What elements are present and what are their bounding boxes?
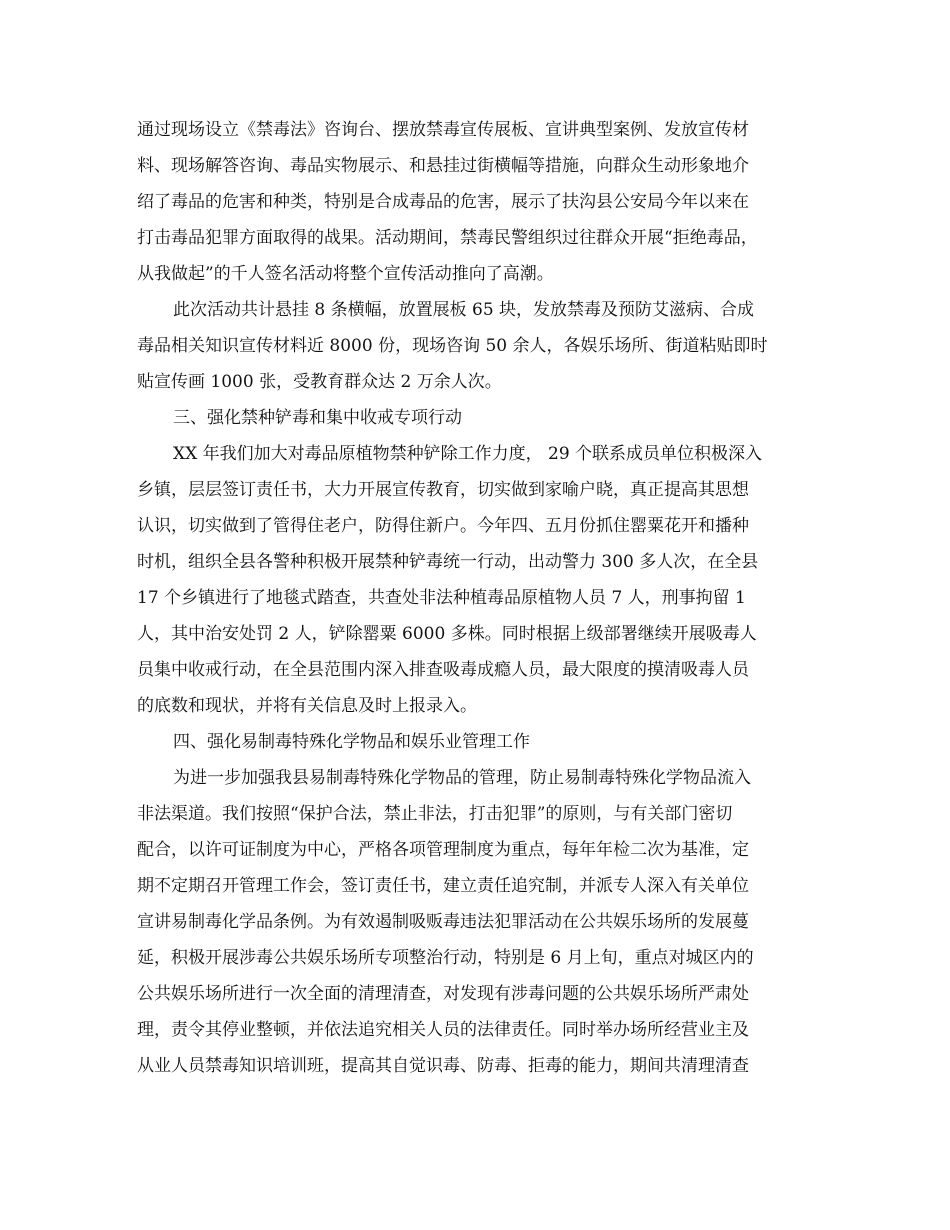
document-body <box>137 112 817 1084</box>
text-line: 绍了毒品的危害和种类，特别是合成毒品的危害，展示了扶沟县公安局今年以来在 <box>137 192 749 212</box>
text-line: 期不定期召开管理工作会，签订责任书，建立责任追究制，并派专人深入有关单位 <box>137 876 749 896</box>
text-line: 非法渠道。我们按照“保护合法，禁止非法，打击犯罪”的原则，与有关部门密切 <box>137 804 733 824</box>
text-line: 的底数和现状，并将有关信息及时上报录入。 <box>137 696 477 716</box>
text-line: 认识，切实做到了管得住老户，防得住新户。今年四、五月份抓住罂粟花开和播种 <box>137 516 749 536</box>
text-line: 为进一步加强我县易制毒特殊化学物品的管理，防止易制毒特殊化学物品流入 <box>173 768 751 788</box>
text-line: 乡镇，层层签订责任书，大力开展宣传教育，切实做到家喻户晓，真正提高其思想 <box>137 480 749 500</box>
text-line: 延，积极开展涉毒公共娱乐场所专项整治行动，特别是 6 月上旬，重点对城区内的 <box>137 948 754 968</box>
text-line: 从业人员禁毒知识培训班，提高其自觉识毒、防毒、拒毒的能力，期间共清理清查 <box>137 1056 749 1076</box>
text-line: 17 个乡镇进行了地毯式踏查，共查处非法种植毒品原植物人员 7 人，刑事拘留 1 <box>137 588 746 608</box>
text-line: 从我做起”的千人签名活动将整个宣传活动推向了高潮。 <box>137 264 554 284</box>
text-line: 宣讲易制毒化学品条例。为有效遏制吸贩毒违法犯罪活动在公共娱乐场所的发展蔓 <box>137 912 749 932</box>
text-line: 打击毒品犯罪方面取得的战果。活动期间，禁毒民警组织过往群众开展“拒绝毒品， <box>137 228 758 248</box>
text-line: 贴宣传画 1000 张，受教育群众达 2 万余人次。 <box>137 372 502 392</box>
text-line: 料、现场解答咨询、毒品实物展示、和悬挂过街横幅等措施，向群众生动形象地介 <box>137 156 749 176</box>
text-line: 此次活动共计悬挂 8 条横幅，放置展板 65 块，发放禁毒及预防艾滋病、合成 <box>173 300 755 320</box>
text-line: 理，责令其停业整顿，并依法追究相关人员的法律责任。同时举办场所经营业主及 <box>137 1020 749 1040</box>
text-line: 时机，组织全县各警种积极开展禁种铲毒统一行动，出动警力 300 多人次，在全县 <box>137 552 759 572</box>
text-line: 毒品相关知识宣传材料近 8000 份，现场咨询 50 余人，各娱乐场所、街道粘贴即时 <box>137 336 768 356</box>
text-line: 配合，以许可证制度为中心，严格各项管理制度为重点，每年年检二次为基准，定 <box>137 840 749 860</box>
text-line: 四、强化易制毒特殊化学物品和娱乐业管理工作 <box>173 732 530 752</box>
text-line: 三、强化禁种铲毒和集中收戒专项行动 <box>173 408 462 428</box>
text-line: 员集中收戒行动，在全县范围内深入排查吸毒成瘾人员，最大限度的摸清吸毒人员 <box>137 660 749 680</box>
text-line: 通过现场设立《禁毒法》咨询台、摆放禁毒宣传展板、宣讲典型案例、发放宣传材 <box>137 120 749 140</box>
text-line: 人，其中治安处罚 2 人，铲除罂粟 6000 多株。同时根据上级部署继续开展吸毒人 <box>137 624 757 644</box>
text-line: XX 年我们加大对毒品原植物禁种铲除工作力度， 29 个联系成员单位积极深入 <box>173 444 763 464</box>
text-line: 公共娱乐场所进行一次全面的清理清查，对发现有涉毒问题的公共娱乐场所严肃处 <box>137 984 749 1004</box>
